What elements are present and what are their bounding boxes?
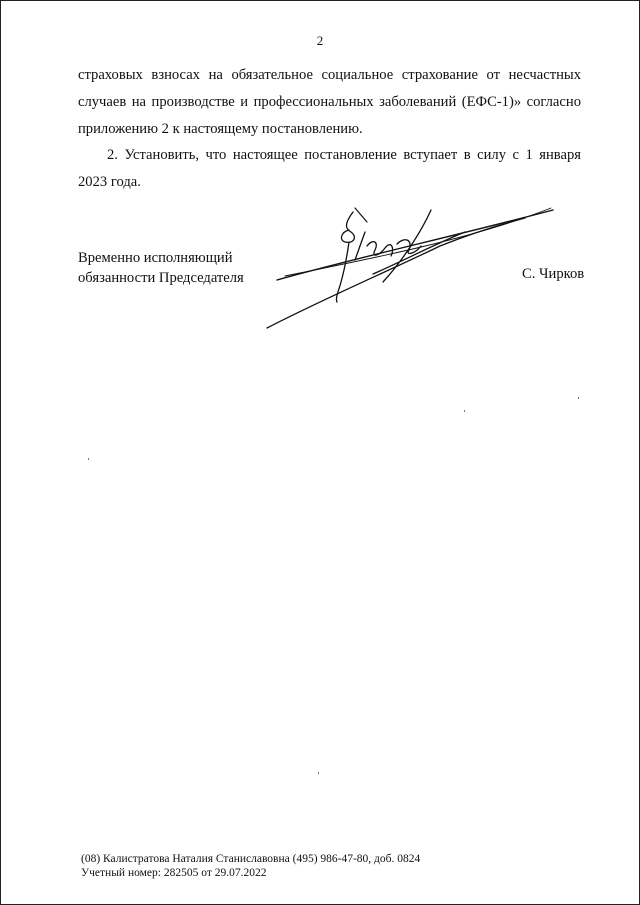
scan-speck [578,397,579,399]
paragraph-2-line-1: 2. Установить, что настоящее постановление вступает в силу с 1 января [107,147,581,163]
scan-speck [88,458,89,460]
scan-speck [464,410,465,412]
paragraph-2-line-2: 2023 года. [78,174,141,190]
document-footer [81,852,420,880]
paragraph-2 [78,142,581,196]
signatory-role-line-2: обязанности Председателя [78,270,244,286]
executor-line: (08) Калистратова Наталия Станиславовна (495) 986-47-80, доб. 0824 [81,853,421,865]
signature-long-stroke [285,208,551,276]
signature-tick [355,208,367,222]
signatory-name: С. Чирков [522,266,585,282]
scan-speck [318,772,319,774]
paragraph-1-line-2: случаев на производстве и профессиональных заболеваний (ЕФС-1)» согласно [78,94,581,110]
signatory-role [78,248,244,288]
registration-line: Учетный номер: 282505 от 29.07.2022 [81,867,267,879]
signatory-role-line-1: Временно исполняющий [78,250,233,266]
paragraph-1 [78,62,581,143]
signature-lower-sweep [267,218,525,328]
handwritten-signature [255,198,565,333]
paragraph-1-line-3: приложению 2 к настоящему постановлению. [78,121,363,137]
signature-loop [336,210,465,302]
page-number: 2 [316,33,324,48]
paragraph-1-line-1: страховых взносах на обязательное социальное страхование от несчастных [78,67,581,83]
